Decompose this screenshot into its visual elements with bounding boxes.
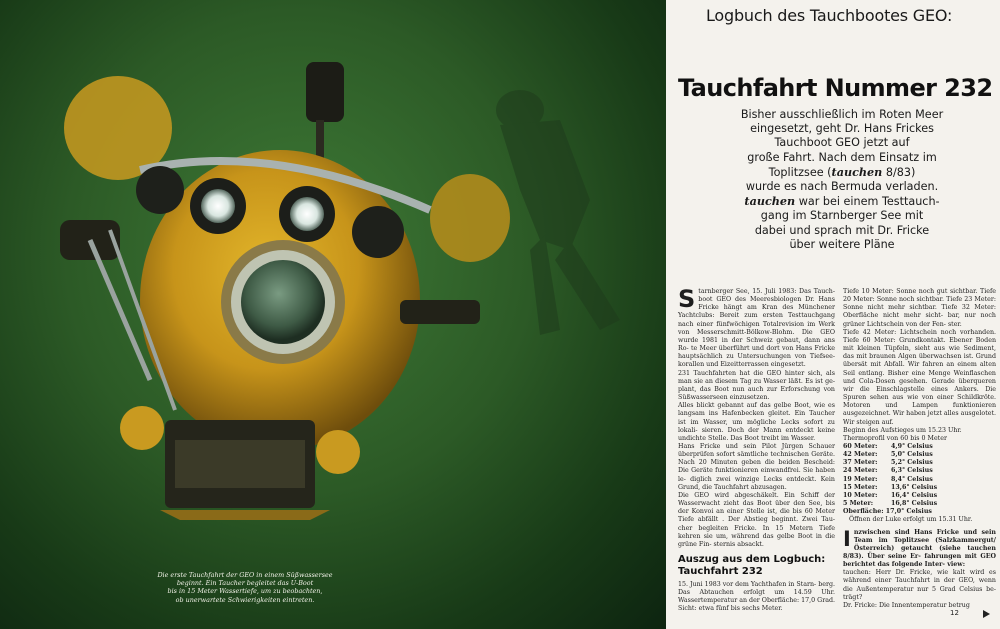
text-line: mit braunen Algen überwachsen ist. Grund xyxy=(856,353,996,361)
depth-cell: 24 Meter: xyxy=(843,467,878,475)
text-line: tarnberger See, 15. Juli 1983: Das Tauch- xyxy=(698,288,835,295)
text-line: und Cola-Dosen gesehen. Gerade überqueren xyxy=(843,377,996,385)
text-line: Geräte funktionieren einwandfrei. Sie haben le- xyxy=(678,467,835,483)
temperature-cell: 6,3° Celsius xyxy=(891,467,933,475)
magazine-name: tauchen xyxy=(744,194,796,209)
magazine-name: tauchen xyxy=(831,164,883,179)
paragraph xyxy=(843,602,996,610)
page-number: 12 xyxy=(950,609,959,617)
temperature-cell: 16,8° Celsius xyxy=(891,500,938,508)
depth-cell: 60 Meter: xyxy=(843,442,878,450)
text-line: te Meer überführt und dort von Hans Fricke xyxy=(690,345,835,353)
table-row xyxy=(843,443,996,451)
paragraph xyxy=(678,581,835,614)
caption-line: ob unerwartete Schwierigkeiten eintreten. xyxy=(175,595,315,604)
paragraph xyxy=(843,427,996,443)
text-line: Tiefe 20 Meter: Sonne noch sichtbar. xyxy=(843,288,996,304)
intro-text: 8/83) xyxy=(882,165,916,179)
text-line: wurde 1981 in der Schweiz gebaut, dann ans Ro- xyxy=(678,336,835,353)
text-line: fahrungen mit GEO berichtet das folgende Inter- xyxy=(843,553,996,569)
thermoprofile-table xyxy=(843,443,996,516)
paragraph xyxy=(843,288,996,329)
subheading-line: Tauchfahrt 232 xyxy=(678,565,763,577)
table-row xyxy=(843,451,996,459)
text-line: mit kleinen Tüpfeln, sieht aus wie Sediment, das xyxy=(843,345,996,361)
temperature-cell: 13,6° Celsius xyxy=(891,483,938,491)
text-line: Wasserwacht zieht das Boot über den See, bis xyxy=(678,500,835,508)
text-line: trägt? xyxy=(843,593,863,601)
text-line: Außentemperatur nur 5 Grad Celsius be- xyxy=(856,585,996,593)
table-row xyxy=(843,500,996,508)
intro-line: Bisher ausschließlich im Roten Meer xyxy=(740,108,944,121)
intro-line xyxy=(716,194,968,209)
article-title: Tauchfahrt Nummer 232 xyxy=(678,74,993,102)
text-line: Süßwasserseen einzusetzen. xyxy=(678,394,770,402)
paragraph xyxy=(678,492,835,549)
text-line: Grad. Sicht: etwa fünf bis sechs Meter. xyxy=(678,597,835,613)
depth-cell: 5 Meter: xyxy=(843,500,874,508)
drop-cap: S xyxy=(678,285,696,313)
text-line: Seil entlang. Bisher eine Menge Weinflaschen xyxy=(843,369,996,377)
text-line: tauchen: Herr Dr. Fricke, wie kalt wird es xyxy=(843,569,996,577)
text-line: Nach 20 Minuten geben die beiden Bescheid: Die xyxy=(678,459,835,475)
table-row xyxy=(843,492,996,500)
table-row xyxy=(843,476,996,484)
text-line: bar, nur noch grüner Lichtschein von der Fen- xyxy=(843,312,996,328)
text-line: nzwischen sind Hans Fricke und sein Team xyxy=(853,528,996,544)
body-column-1 xyxy=(678,285,835,614)
text-line: Grund, die Tauchfahrt abzusagen. xyxy=(678,483,787,491)
text-line: Thermoprofil von 60 bis 0 Meter xyxy=(843,434,947,442)
intro-line: über weitere Pläne xyxy=(789,237,895,251)
text-line: Fricke hängt am Kran des Münchener xyxy=(698,304,835,312)
paragraph xyxy=(678,443,835,492)
text-line: Tiefe 23 Meter: Sonne nicht mehr sichtbar. xyxy=(843,296,996,312)
text-line: boot GEO des Meeresbiologen Dr. Hans xyxy=(698,296,835,304)
depth-cell: 19 Meter: xyxy=(843,475,878,483)
text-line: Tiefe 32 Meter: Oberfläche nicht mehr sicht- xyxy=(843,304,996,320)
text-line: Tiefe 42 Meter: Lichtschein noch vorhanden. xyxy=(843,328,996,336)
text-line: sternis absackt. xyxy=(713,540,764,548)
text-line: nach einer fünfwöchigen Totalrevision im Werk xyxy=(678,320,835,328)
paragraph xyxy=(843,329,996,427)
text-line: Hans Fricke und sein Pilot Jürgen Schauer xyxy=(678,442,835,450)
text-line: cher begleiten Fricke. In 15 Metern Tiefe kehren xyxy=(678,524,835,540)
body-column-2 xyxy=(843,288,996,610)
text-line: von Messerschmitt-Bölkow-Blohm. Die GEO xyxy=(678,328,835,336)
text-line: Tiefe 10 Meter: Sonne noch gut sichtbar. xyxy=(843,288,978,295)
text-line: Dr. Fricke: Die Innentemperatur betrug xyxy=(843,601,970,609)
intro-text: Toplitzsee ( xyxy=(768,165,832,179)
text-line: Tiefe abfällt . Der Abstieg beginnt. Zwei Tau- xyxy=(678,516,835,524)
continue-arrow-icon xyxy=(983,610,990,618)
intro-line: große Fahrt. Nach dem Einsatz im xyxy=(747,150,937,164)
text-line: Alles blickt gebannt auf das gelbe Boot, wie es xyxy=(678,402,835,410)
text-line: Die GEO wird abgeschäkelt. Ein Schiff der xyxy=(678,491,835,499)
intro-line xyxy=(716,165,968,180)
intro-line: gang im Starnberger See mit xyxy=(760,209,924,223)
intro-line: Tauchboot GEO jetzt auf xyxy=(774,136,910,150)
text-line: Öffnen der Luke erfolgt um 15.31 Uhr. xyxy=(849,516,973,524)
caption-line: beginnt. Ein Taucher begleitet das U-Boot xyxy=(176,579,314,588)
page-header: Logbuch des Tauchbootes GEO: xyxy=(706,6,953,25)
intro-line: wurde es nach Bermuda verladen. xyxy=(745,180,939,194)
text-line: im Wasser, um mögliche Lecks sofort zu lokali- xyxy=(678,418,835,434)
depth-cell: 15 Meter: xyxy=(843,483,878,491)
caption-line: bis in 15 Meter Wassertiefe, um zu beobachten, xyxy=(167,587,323,596)
temperature-cell: 16,4° Celsius xyxy=(891,491,938,499)
temperature-cell: 5,0° Celsius xyxy=(891,451,933,459)
temperature-cell: 4,9° Celsius xyxy=(891,442,933,450)
table-row xyxy=(843,467,996,475)
paragraph xyxy=(678,370,835,403)
text-line: der Konvoi an einer Stelle ist, die bis 60 Meter xyxy=(678,508,835,516)
diver-silhouette xyxy=(496,90,620,335)
text-line: Yachtclubs: Bereit zum ersten Testtauchgang xyxy=(678,312,835,320)
text-line: im Toplitzsee (Salzkammergut/Österreich) xyxy=(853,536,996,552)
logbook-subheading xyxy=(678,554,835,577)
text-line: sieren. Doch der Mann entdeckt keine undichte xyxy=(678,426,835,442)
text-line: und Lampen funktionieren ausgezeichnet. Wir xyxy=(843,402,996,418)
text-line: berg. Das Abtauchen erfolgt um 14.59 Uhr. xyxy=(678,581,835,597)
subheading-line: Auszug aus dem Logbuch: xyxy=(678,554,826,565)
text-line: überprüfen sofort sämtliche technischen Geräte. xyxy=(678,451,835,459)
text-line: getaucht (siehe tauchen 8/83). Über seine Er- xyxy=(843,544,996,560)
text-line: diglich zwei winzige Lecks entdeckt. Kein xyxy=(690,475,835,483)
text-line: übersät mit Abfall. Wir fahren an einem alten xyxy=(843,361,996,369)
intro-text: war bei einem Testtauch- xyxy=(795,195,940,209)
text-line: 15. Juni 1983 vor dem Yachthafen in Starn- xyxy=(678,581,817,588)
text-line: Beginn des Aufstieges um 15.23 Uhr. xyxy=(843,426,962,434)
text-line: hauptsächlich zu Untersuchungen von Tiefsee- xyxy=(678,353,835,361)
temperature-cell: 5,2° Celsius xyxy=(891,459,933,467)
intro-line: dabei und sprach mit Dr. Fricke xyxy=(754,223,930,237)
paragraph xyxy=(678,402,835,443)
text-line: sie um, während das gelbe Boot in die grüne Fin- xyxy=(678,532,835,548)
right-float xyxy=(430,174,510,262)
text-line: wir die Einschlagstelle eines Ankers. Die Spuren xyxy=(843,385,996,402)
text-line: sehen aus wie von einer Schildkröte. Motoren xyxy=(843,394,996,410)
table-row xyxy=(843,459,996,467)
text-line: Stelle. Das Boot treibt im Wasser. xyxy=(708,434,816,442)
text-line: plant, das Boot nun auch zur Erforschung von xyxy=(678,385,835,393)
text-line: ster. xyxy=(947,320,962,328)
photo-caption xyxy=(140,571,350,604)
text-line: Tiefe 60 Meter: Grundkontakt. Ebener Boden xyxy=(843,336,996,344)
drop-cap: I xyxy=(843,526,851,551)
text-line: man sie an diesem Tag zu Wasser läßt. Es ist ge- xyxy=(678,377,835,385)
text-line: während einer Tauchfahrt in der GEO, wenn die xyxy=(843,577,996,593)
surface-temperature: Oberfläche: 17,0° Celsius xyxy=(843,508,932,516)
text-line: view: xyxy=(947,561,966,569)
temperature-cell: 8,4° Celsius xyxy=(891,475,933,483)
text-line: haben jetzt alles ausgelotet. Wir steigen auf. xyxy=(843,410,996,426)
text-line: korallen und Eizeitterrassen eingesetzt. xyxy=(678,361,806,369)
intro-line: eingesetzt, geht Dr. Hans Frickes xyxy=(750,122,934,136)
table-row xyxy=(843,484,996,492)
text-line: Wassertemperatur an der Oberfläche: 17,0 xyxy=(678,597,816,605)
text-line: 231 Tauchfahrten hat die GEO hinter sich, als xyxy=(678,369,835,377)
depth-cell: 37 Meter: xyxy=(843,459,878,467)
paragraph xyxy=(843,569,996,602)
interview-intro xyxy=(843,526,996,570)
depth-cell: 10 Meter: xyxy=(843,491,878,499)
paragraph xyxy=(843,516,996,524)
article-intro xyxy=(716,108,968,252)
caption-line: Die erste Tauchfahrt der GEO in einem Süßwassersee xyxy=(157,571,333,579)
paragraph xyxy=(678,285,835,370)
depth-cell: 42 Meter: xyxy=(843,451,878,459)
text-line: langsam ins Hafenbecken gleitet. Ein Taucher ist xyxy=(678,410,835,426)
